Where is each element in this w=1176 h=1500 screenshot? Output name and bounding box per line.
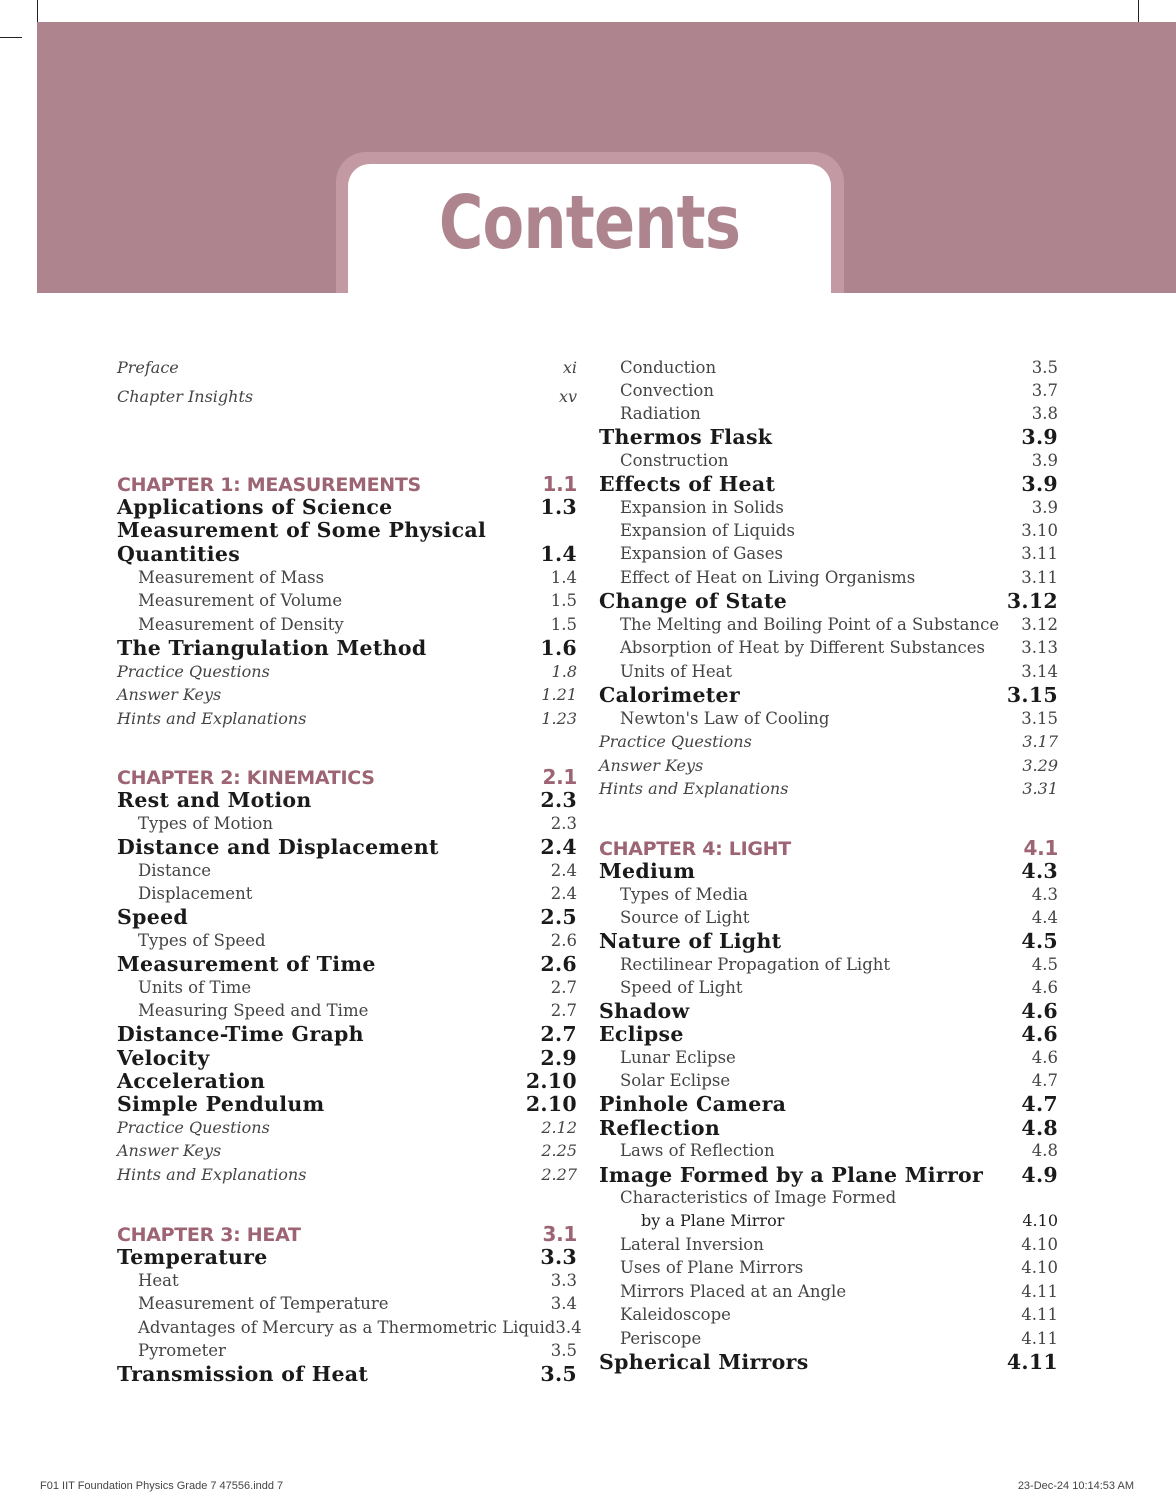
toc-entry-page: 2.1 bbox=[542, 765, 577, 789]
toc-entry-title: Reflection bbox=[599, 1116, 721, 1140]
toc-entry bbox=[599, 358, 1058, 377]
toc-entry bbox=[117, 1294, 577, 1313]
toc-entry-title: Applications of Science bbox=[117, 495, 393, 519]
toc-entry-page: 3.15 bbox=[1006, 683, 1058, 707]
toc-entry-title: Thermos Flask bbox=[599, 425, 773, 449]
toc-entry-title: Measurement of Density bbox=[138, 615, 344, 634]
toc-entry bbox=[117, 1022, 577, 1046]
toc-entry-title: Practice Questions bbox=[117, 662, 270, 681]
footer-file-info: F01 IIT Foundation Physics Grade 7 47556.indd 7 bbox=[40, 1480, 284, 1492]
toc-entry-title: Characteristics of Image Formed bbox=[620, 1188, 897, 1207]
toc-entry bbox=[599, 955, 1058, 974]
toc-entry-page: 2.6 bbox=[540, 952, 577, 976]
toc-entry-title: CHAPTER 3: HEAT bbox=[117, 1224, 301, 1246]
toc-entry-title: Laws of Reflection bbox=[620, 1141, 775, 1160]
toc-entry bbox=[599, 779, 1058, 798]
toc-entry-page: 1.1 bbox=[542, 472, 577, 496]
toc-entry bbox=[117, 835, 577, 859]
toc-entry-title: The Triangulation Method bbox=[117, 636, 427, 660]
toc-entry-title: Acceleration bbox=[117, 1069, 266, 1093]
toc-entry bbox=[599, 1188, 1058, 1207]
toc-entry bbox=[599, 662, 1058, 681]
toc-entry-title: Rest and Motion bbox=[117, 788, 312, 812]
toc-entry bbox=[599, 1329, 1058, 1348]
toc-entry bbox=[599, 756, 1058, 775]
toc-entry-title: Image Formed by a Plane Mirror bbox=[599, 1163, 984, 1187]
crop-mark bbox=[1138, 0, 1139, 22]
toc-entry-title: Hints and Explanations bbox=[117, 709, 307, 728]
page-title: Contents bbox=[438, 180, 741, 266]
toc-entry bbox=[117, 1271, 577, 1290]
toc-entry bbox=[599, 1282, 1058, 1301]
footer-timestamp: 23-Dec-24 10:14:53 AM bbox=[1017, 1480, 1134, 1492]
toc-entry-title: Units of Heat bbox=[620, 662, 733, 681]
toc-entry bbox=[117, 1341, 577, 1360]
toc-entry-title: Measurement of Temperature bbox=[138, 1294, 389, 1313]
toc-entry-page: 3.9 bbox=[1031, 451, 1058, 470]
toc-entry bbox=[599, 381, 1058, 400]
toc-entry bbox=[117, 1141, 577, 1160]
toc-entry bbox=[117, 387, 577, 406]
toc-entry-page: 3.3 bbox=[550, 1271, 577, 1290]
toc-entry bbox=[117, 568, 577, 587]
toc-entry bbox=[117, 1092, 577, 1116]
toc-entry-title: Units of Time bbox=[138, 978, 252, 997]
toc-entry bbox=[599, 404, 1058, 423]
toc-entry bbox=[117, 615, 577, 634]
toc-entry-title: Rectilinear Propagation of Light bbox=[620, 955, 891, 974]
toc-entry-title: Simple Pendulum bbox=[117, 1092, 325, 1116]
toc-entry-title: Measurement of Mass bbox=[138, 568, 325, 587]
toc-entry-page: 4.10 bbox=[1022, 1211, 1058, 1230]
toc-entry-title: Periscope bbox=[620, 1329, 702, 1348]
toc-entry-page: 2.4 bbox=[550, 884, 577, 903]
toc-entry bbox=[599, 1235, 1058, 1254]
toc-entry-title: Conduction bbox=[620, 358, 717, 377]
toc-entry-title: Measurement of Volume bbox=[138, 591, 343, 610]
toc-entry bbox=[117, 978, 577, 997]
toc-entry-title: Newton's Law of Cooling bbox=[620, 709, 830, 728]
toc-entry-page: 4.11 bbox=[1021, 1282, 1058, 1301]
toc-entry-page: 3.7 bbox=[1031, 381, 1058, 400]
toc-entry-title: Displacement bbox=[138, 884, 253, 903]
toc-entry-title: Convection bbox=[620, 381, 714, 400]
toc-entry bbox=[599, 929, 1058, 953]
toc-entry bbox=[117, 472, 577, 496]
toc-entry bbox=[599, 1022, 1058, 1046]
toc-entry-page: 3.11 bbox=[1021, 544, 1058, 563]
toc-entry-title: Effects of Heat bbox=[599, 472, 776, 496]
toc-entry-title: Distance and Displacement bbox=[117, 835, 439, 859]
toc-entry-page: 2.3 bbox=[540, 788, 577, 812]
toc-entry bbox=[117, 1245, 577, 1269]
toc-entry bbox=[599, 521, 1058, 540]
toc-entry-page: 3.12 bbox=[1021, 615, 1058, 634]
toc-entry bbox=[117, 636, 577, 660]
toc-entry-page: 4.11 bbox=[1021, 1305, 1058, 1324]
toc-entry-title: Velocity bbox=[117, 1046, 210, 1070]
toc-entry bbox=[117, 709, 577, 728]
toc-entry bbox=[599, 908, 1058, 927]
toc-entry-page: 1.5 bbox=[550, 615, 577, 634]
toc-entry-title: Types of Media bbox=[620, 885, 748, 904]
toc-entry-page: 4.9 bbox=[1021, 1163, 1058, 1187]
toc-entry-title: CHAPTER 2: KINEMATICS bbox=[117, 767, 375, 789]
toc-entry-title: Pyrometer bbox=[138, 1341, 226, 1360]
toc-entry-page: 3.9 bbox=[1021, 425, 1058, 449]
toc-entry-page: 4.11 bbox=[1021, 1329, 1058, 1348]
toc-entry-title: Speed of Light bbox=[620, 978, 743, 997]
toc-entry bbox=[117, 1165, 577, 1184]
toc-entry bbox=[599, 732, 1058, 751]
toc-entry bbox=[599, 544, 1058, 563]
toc-entry-title: Heat bbox=[138, 1271, 179, 1290]
toc-entry-page: 3.8 bbox=[1031, 404, 1058, 423]
toc-entry-page: 4.10 bbox=[1021, 1258, 1058, 1277]
toc-entry bbox=[599, 978, 1058, 997]
toc-entry bbox=[117, 861, 577, 880]
toc-entry bbox=[117, 542, 577, 566]
toc-entry-page: 3.9 bbox=[1021, 472, 1058, 496]
toc-entry bbox=[599, 638, 1058, 657]
toc-entry-page: 3.5 bbox=[540, 1362, 577, 1386]
toc-entry bbox=[117, 765, 577, 789]
toc-entry-page: 4.7 bbox=[1021, 1092, 1058, 1116]
toc-entry-page: 2.3 bbox=[550, 814, 577, 833]
toc-entry-page: 2.4 bbox=[550, 861, 577, 880]
toc-entry-title: Lunar Eclipse bbox=[620, 1048, 736, 1067]
toc-entry-page: 4.3 bbox=[1031, 885, 1058, 904]
toc-entry-page: 3.14 bbox=[1021, 662, 1058, 681]
toc-entry-title: Quantities bbox=[117, 542, 241, 566]
toc-entry-title: Expansion of Liquids bbox=[620, 521, 795, 540]
crop-mark bbox=[37, 0, 38, 22]
toc-entry bbox=[599, 1116, 1058, 1140]
toc-entry-page: 3.31 bbox=[1022, 779, 1058, 798]
toc-entry bbox=[599, 615, 1058, 634]
toc-entry-title: Source of Light bbox=[620, 908, 750, 927]
toc-entry-title: Medium bbox=[599, 859, 696, 883]
toc-entry-page: 4.6 bbox=[1031, 978, 1058, 997]
toc-entry-page: 3.12 bbox=[1006, 589, 1058, 613]
toc-entry-page: 2.7 bbox=[540, 1022, 577, 1046]
toc-entry-page: 3.11 bbox=[1021, 568, 1058, 587]
toc-entry-page: 3.9 bbox=[1031, 498, 1058, 517]
toc-entry-title: Answer Keys bbox=[117, 685, 222, 704]
toc-entry-title: Hints and Explanations bbox=[117, 1165, 307, 1184]
toc-entry bbox=[117, 1046, 577, 1070]
toc-entry bbox=[599, 836, 1058, 860]
toc-entry-title: Answer Keys bbox=[599, 756, 704, 775]
toc-entry-title: Expansion of Gases bbox=[620, 544, 783, 563]
toc-entry-page: 3.4 bbox=[550, 1294, 577, 1313]
toc-entry-title: Spherical Mirrors bbox=[599, 1350, 809, 1374]
toc-entry bbox=[599, 999, 1058, 1023]
toc-entry-title: Effect of Heat on Living Organisms bbox=[620, 568, 916, 587]
toc-entry-title: Construction bbox=[620, 451, 729, 470]
toc-entry bbox=[599, 683, 1058, 707]
toc-entry bbox=[599, 1141, 1058, 1160]
toc-entry-title: Hints and Explanations bbox=[599, 779, 789, 798]
toc-entry bbox=[117, 952, 577, 976]
toc-entry-title: Radiation bbox=[620, 404, 701, 423]
toc-entry-title: Shadow bbox=[599, 999, 690, 1023]
toc-entry-page: 3.13 bbox=[1021, 638, 1058, 657]
toc-entry bbox=[117, 518, 577, 542]
toc-entry-page: 3.5 bbox=[550, 1341, 577, 1360]
toc-entry-page: 2.12 bbox=[541, 1118, 577, 1137]
toc-entry-page: 3.5 bbox=[1031, 358, 1058, 377]
toc-entry-page: 2.4 bbox=[540, 835, 577, 859]
toc-entry bbox=[599, 885, 1058, 904]
toc-entry bbox=[599, 1163, 1058, 1187]
toc-entry bbox=[117, 358, 577, 377]
toc-entry bbox=[599, 1048, 1058, 1067]
toc-entry bbox=[117, 1001, 577, 1020]
toc-entry-title: Temperature bbox=[117, 1245, 268, 1269]
toc-entry-page: 2.7 bbox=[550, 978, 577, 997]
toc-entry-page: 4.8 bbox=[1021, 1116, 1058, 1140]
toc-entry bbox=[599, 498, 1058, 517]
toc-entry-page: 3.3 bbox=[540, 1245, 577, 1269]
toc-entry bbox=[117, 1362, 577, 1386]
toc-entry-title: Measurement of Some Physical bbox=[117, 518, 487, 542]
toc-entry-page: 4.6 bbox=[1021, 999, 1058, 1023]
toc-entry-page: 1.6 bbox=[540, 636, 577, 660]
toc-entry-page: 4.5 bbox=[1021, 929, 1058, 953]
toc-entry-page: 1.21 bbox=[541, 685, 577, 704]
toc-entry-page: 1.4 bbox=[540, 542, 577, 566]
toc-entry-page: 4.5 bbox=[1031, 955, 1058, 974]
toc-entry-title: Uses of Plane Mirrors bbox=[620, 1258, 804, 1277]
toc-entry-title: Answer Keys bbox=[117, 1141, 222, 1160]
toc-entry-title: Lateral Inversion bbox=[620, 1235, 764, 1254]
toc-entry-title: Types of Speed bbox=[138, 931, 266, 950]
toc-entry bbox=[599, 1211, 1058, 1230]
toc-entry bbox=[117, 685, 577, 704]
toc-entry bbox=[117, 884, 577, 903]
toc-entry-page: 2.9 bbox=[540, 1046, 577, 1070]
toc-entry-page: 1.8 bbox=[551, 662, 577, 681]
toc-entry-page: 2.10 bbox=[525, 1092, 577, 1116]
toc-entry-page: 2.10 bbox=[525, 1069, 577, 1093]
toc-entry bbox=[599, 1350, 1058, 1374]
toc-entry-page: 4.1 bbox=[1023, 836, 1058, 860]
toc-entry-page: 4.8 bbox=[1031, 1141, 1058, 1160]
toc-entry-page: 4.6 bbox=[1031, 1048, 1058, 1067]
toc-entry bbox=[599, 1258, 1058, 1277]
toc-entry-title: Practice Questions bbox=[117, 1118, 270, 1137]
toc-entry-title: Kaleidoscope bbox=[620, 1305, 731, 1324]
toc-entry-title: Mirrors Placed at an Angle bbox=[620, 1282, 847, 1301]
toc-entry-page: 4.4 bbox=[1031, 908, 1058, 927]
toc-entry bbox=[117, 905, 577, 929]
toc-entry-page: 4.11 bbox=[1006, 1350, 1058, 1374]
toc-entry-title: Distance-Time Graph bbox=[117, 1022, 364, 1046]
toc-entry-page: 3.4 bbox=[555, 1318, 582, 1337]
toc-entry bbox=[599, 568, 1058, 587]
toc-entry bbox=[599, 1305, 1058, 1324]
toc-entry-title: Nature of Light bbox=[599, 929, 782, 953]
toc-entry bbox=[599, 1071, 1058, 1090]
toc-entry-page: 2.6 bbox=[550, 931, 577, 950]
toc-entry bbox=[117, 1118, 577, 1137]
toc-entry-title: by a Plane Mirror bbox=[641, 1211, 785, 1230]
toc-entry-page: 2.27 bbox=[541, 1165, 577, 1184]
toc-entry-title: CHAPTER 4: LIGHT bbox=[599, 838, 791, 860]
toc-entry-title: Transmission of Heat bbox=[117, 1362, 369, 1386]
toc-entry bbox=[117, 591, 577, 610]
toc-entry-page: 3.1 bbox=[542, 1222, 577, 1246]
toc-entry-title: Calorimeter bbox=[599, 683, 740, 707]
toc-entry-page: 4.6 bbox=[1021, 1022, 1058, 1046]
toc-entry bbox=[117, 495, 577, 519]
toc-entry-page: 2.25 bbox=[541, 1141, 577, 1160]
toc-entry-title: Expansion in Solids bbox=[620, 498, 784, 517]
toc-entry bbox=[117, 1222, 577, 1246]
toc-entry-page: 4.10 bbox=[1021, 1235, 1058, 1254]
toc-entry bbox=[117, 1318, 582, 1337]
toc-entry-title: Practice Questions bbox=[599, 732, 752, 751]
toc-entry-title: Measuring Speed and Time bbox=[138, 1001, 369, 1020]
toc-entry-page: 3.10 bbox=[1021, 521, 1058, 540]
toc-entry bbox=[599, 709, 1058, 728]
toc-entry bbox=[117, 931, 577, 950]
toc-entry-title: Advantages of Mercury as a Thermometric Liquid bbox=[138, 1318, 556, 1337]
toc-entry bbox=[599, 472, 1058, 496]
toc-entry-title: The Melting and Boiling Point of a Substance bbox=[620, 615, 1000, 634]
toc-entry-page: xv bbox=[558, 387, 577, 406]
toc-entry-title: CHAPTER 1: MEASUREMENTS bbox=[117, 474, 421, 496]
toc-entry bbox=[599, 451, 1058, 470]
toc-entry-page: 3.29 bbox=[1022, 756, 1058, 775]
toc-entry-page: 3.15 bbox=[1021, 709, 1058, 728]
toc-entry-title: Solar Eclipse bbox=[620, 1071, 731, 1090]
toc-entry-title: Pinhole Camera bbox=[599, 1092, 787, 1116]
toc-entry-title: Change of State bbox=[599, 589, 788, 613]
crop-mark bbox=[0, 37, 22, 38]
toc-entry-page: xi bbox=[562, 358, 577, 377]
toc-entry-page: 3.17 bbox=[1022, 732, 1058, 751]
toc-entry bbox=[599, 425, 1058, 449]
toc-entry bbox=[599, 589, 1058, 613]
toc-entry-title: Distance bbox=[138, 861, 212, 880]
toc-entry-page: 1.23 bbox=[541, 709, 577, 728]
toc-entry bbox=[117, 1069, 577, 1093]
toc-entry-page: 2.5 bbox=[540, 905, 577, 929]
toc-entry-page: 4.3 bbox=[1021, 859, 1058, 883]
toc-entry bbox=[599, 859, 1058, 883]
toc-entry-page: 4.7 bbox=[1031, 1071, 1058, 1090]
toc-entry-title: Chapter Insights bbox=[117, 387, 254, 406]
toc-entry bbox=[599, 1092, 1058, 1116]
toc-entry-page: 1.5 bbox=[550, 591, 577, 610]
toc-entry bbox=[117, 814, 577, 833]
toc-entry-page: 2.7 bbox=[550, 1001, 577, 1020]
toc-entry-page: 1.3 bbox=[540, 495, 577, 519]
toc-entry bbox=[117, 662, 577, 681]
toc-entry-title: Speed bbox=[117, 905, 189, 929]
toc-entry-title: Absorption of Heat by Different Substances bbox=[620, 638, 985, 657]
toc-entry-title: Preface bbox=[117, 358, 179, 377]
toc-entry-title: Eclipse bbox=[599, 1022, 684, 1046]
toc-entry-page: 1.4 bbox=[550, 568, 577, 587]
toc-entry-title: Types of Motion bbox=[138, 814, 273, 833]
toc-entry-title: Measurement of Time bbox=[117, 952, 376, 976]
toc-entry bbox=[117, 788, 577, 812]
